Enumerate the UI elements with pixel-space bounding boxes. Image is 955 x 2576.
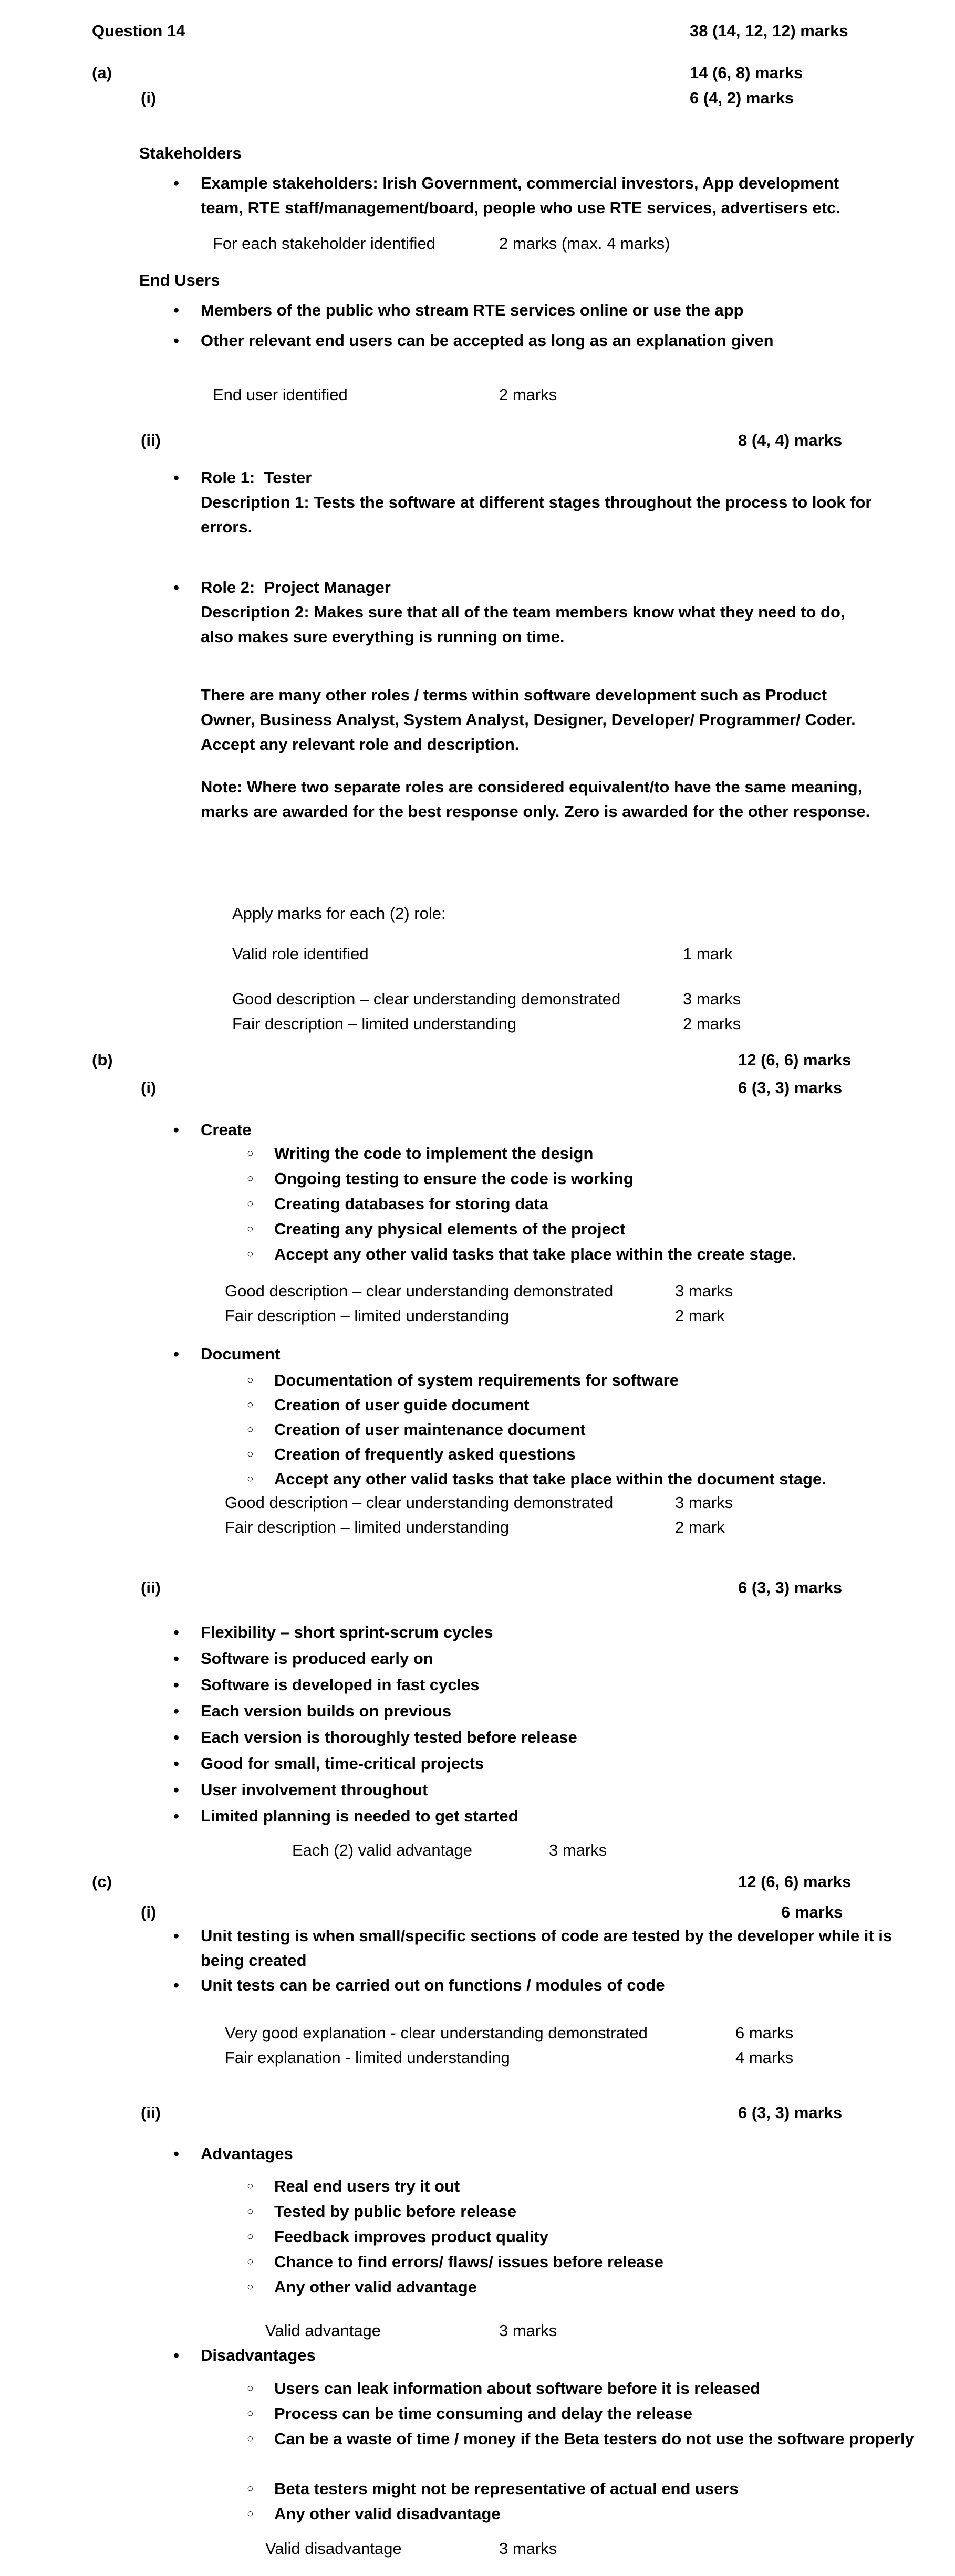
- bullet-icon: •: [173, 1976, 179, 1994]
- agile-advantage: Good for small, time-critical projects: [201, 1754, 484, 1773]
- rubric-label: Good description – clear understanding demonstrated: [225, 1282, 614, 1300]
- rubric-label: Fair description – limited understanding: [225, 1306, 510, 1325]
- bullet-icon: •: [173, 2144, 179, 2163]
- part-a-marks: 14 (6, 8) marks: [690, 64, 803, 82]
- rubric-label: Fair description – limited understanding: [232, 1014, 517, 1033]
- rubric-label: Valid role identified: [232, 945, 369, 963]
- agile-advantage: Software is developed in fast cycles: [201, 1676, 480, 1694]
- beta-disadvantage-item: Any other valid disadvantage: [274, 2505, 501, 2523]
- agile-advantage: Each version builds on previous: [201, 1702, 452, 1720]
- bullet-icon: •: [173, 1121, 179, 1139]
- part-a-i-label: (i): [141, 89, 157, 107]
- role2-description: Description 2: Makes sure that all of the team members know what they need to do, also makes sure everything is running on time.: [201, 603, 850, 646]
- bullet-icon: •: [173, 331, 179, 350]
- unit-testing-bullet: Unit testing is when small/specific sections of code are tested by the developer while it is being created: [201, 1926, 897, 1970]
- part-b-ii-label: (ii): [141, 1578, 161, 1597]
- circle-bullet-icon: ○: [247, 1223, 254, 1235]
- part-a-label: (a): [92, 64, 112, 82]
- beta-advantage-item: Feedback improves product quality: [274, 2227, 548, 2246]
- bullet-icon: •: [173, 1702, 179, 1720]
- question-title: Question 14: [92, 22, 185, 40]
- part-b-label: (b): [92, 1051, 113, 1069]
- apply-marks-note: Apply marks for each (2) role:: [232, 904, 446, 923]
- part-c-label: (c): [92, 1872, 112, 1891]
- rubric-marks: 4 marks: [735, 2048, 794, 2067]
- bullet-icon: •: [173, 174, 179, 192]
- bullet-icon: •: [173, 1926, 179, 1945]
- part-b-i-label: (i): [141, 1078, 157, 1097]
- circle-bullet-icon: ○: [247, 1399, 254, 1411]
- disadvantages-heading: Disadvantages: [201, 2346, 316, 2364]
- bullet-icon: •: [173, 1649, 179, 1668]
- part-c-ii-marks: 6 (3, 3) marks: [738, 2103, 843, 2122]
- rubric-label: For each stakeholder identified: [213, 234, 435, 253]
- rubric-marks: 3 marks: [499, 2321, 557, 2340]
- beta-advantage-item: Tested by public before release: [274, 2202, 517, 2221]
- part-b-ii-marks: 6 (3, 3) marks: [738, 1578, 843, 1597]
- part-c-ii-label: (ii): [141, 2103, 161, 2122]
- rubric-marks: 2 mark: [675, 1306, 725, 1325]
- part-b-marks: 12 (6, 6) marks: [738, 1051, 852, 1069]
- bullet-icon: •: [173, 1676, 179, 1694]
- rubric-marks: 6 marks: [735, 2024, 794, 2042]
- circle-bullet-icon: ○: [247, 2205, 254, 2217]
- circle-bullet-icon: ○: [247, 2281, 254, 2293]
- bullet-icon: •: [173, 301, 179, 319]
- part-b-i-marks: 6 (3, 3) marks: [738, 1078, 843, 1097]
- rubric-label: Good description – clear understanding demonstrated: [232, 990, 621, 1008]
- rubric-marks: 3 marks: [499, 2539, 557, 2558]
- rubric-marks: 3 marks: [683, 990, 741, 1008]
- circle-bullet-icon: ○: [247, 1147, 254, 1159]
- rubric-label: End user identified: [213, 385, 348, 404]
- beta-advantage-item: Chance to find errors/ flaws/ issues before release: [274, 2253, 663, 2271]
- rubric-marks: 1 mark: [683, 945, 733, 963]
- bullet-icon: •: [173, 1754, 179, 1773]
- role1-description: Description 1: Tests the software at different stages throughout the process to look for errors.: [201, 493, 877, 536]
- role1-title: Role 1: Tester: [201, 468, 312, 487]
- other-roles-note: There are many other roles / terms within software development such as Product Owner, Business Analyst, System Analyst, Designer, Developer/ Programmer/ Coder. Accept any relevant role and description.: [201, 686, 860, 753]
- rubric-marks: 2 marks: [683, 1014, 741, 1033]
- circle-bullet-icon: ○: [247, 2407, 254, 2420]
- rubric-label: Fair explanation - limited understanding: [225, 2048, 510, 2067]
- beta-disadvantage-item: Beta testers might not be representative of actual end users: [274, 2479, 739, 2498]
- beta-disadvantage-item: Process can be time consuming and delay the release: [274, 2404, 692, 2423]
- bullet-icon: •: [173, 1807, 179, 1825]
- agile-advantage: User involvement throughout: [201, 1781, 428, 1799]
- end-users-heading: End Users: [139, 271, 220, 289]
- agile-advantage: Flexibility – short sprint-scrum cycles: [201, 1623, 493, 1641]
- unit-testing-bullet: Unit tests can be carried out on functions / modules of code: [201, 1976, 665, 1994]
- rubric-marks: 2 mark: [675, 1518, 725, 1536]
- beta-advantage-item: Any other valid advantage: [274, 2278, 477, 2296]
- circle-bullet-icon: ○: [247, 1198, 254, 1210]
- agile-advantage: Each version is thoroughly tested before release: [201, 1728, 577, 1746]
- document-heading: Document: [201, 1345, 281, 1363]
- rubric-marks: 2 marks (max. 4 marks): [499, 234, 670, 253]
- create-item: Accept any other valid tasks that take place within the create stage.: [274, 1245, 797, 1263]
- part-a-ii-label: (ii): [141, 431, 161, 449]
- circle-bullet-icon: ○: [247, 1374, 254, 1386]
- circle-bullet-icon: ○: [247, 2433, 254, 2445]
- rubric-label: Each (2) valid advantage: [292, 1841, 472, 1859]
- document-item: Creation of user guide document: [274, 1396, 530, 1414]
- create-item: Ongoing testing to ensure the code is working: [274, 1169, 634, 1188]
- beta-advantage-item: Real end users try it out: [274, 2177, 460, 2195]
- rubric-label: Valid disadvantage: [265, 2539, 402, 2558]
- rubric-label: Good description – clear understanding demonstrated: [225, 1493, 614, 1512]
- circle-bullet-icon: ○: [247, 2483, 254, 2495]
- bullet-icon: •: [173, 2346, 179, 2364]
- circle-bullet-icon: ○: [247, 1248, 254, 1260]
- bullet-icon: •: [173, 578, 179, 596]
- rubric-label: Valid advantage: [265, 2321, 381, 2340]
- part-a-ii-marks: 8 (4, 4) marks: [738, 431, 843, 449]
- rubric-marks: 3 marks: [675, 1282, 733, 1300]
- circle-bullet-icon: ○: [247, 2508, 254, 2520]
- beta-disadvantage-item: Users can leak information about software before it is released: [274, 2379, 761, 2397]
- circle-bullet-icon: ○: [247, 1448, 254, 1460]
- circle-bullet-icon: ○: [247, 2180, 254, 2192]
- agile-advantage: Software is produced early on: [201, 1649, 433, 1668]
- part-c-marks: 12 (6, 6) marks: [738, 1872, 852, 1891]
- create-heading: Create: [201, 1121, 252, 1139]
- circle-bullet-icon: ○: [247, 1473, 254, 1485]
- advantages-heading: Advantages: [201, 2144, 293, 2163]
- part-a-i-marks: 6 (4, 2) marks: [690, 89, 794, 107]
- agile-advantage: Limited planning is needed to get started: [201, 1807, 518, 1825]
- rubric-label: Very good explanation - clear understanding demonstrated: [225, 2024, 648, 2042]
- question-total-marks: 38 (14, 12, 12) marks: [690, 22, 848, 40]
- circle-bullet-icon: ○: [247, 1423, 254, 1436]
- circle-bullet-icon: ○: [247, 1172, 254, 1185]
- bullet-icon: •: [173, 1728, 179, 1746]
- end-users-bullet-text: Members of the public who stream RTE services online or use the app: [201, 301, 744, 319]
- document-item: Documentation of system requirements for software: [274, 1371, 679, 1389]
- circle-bullet-icon: ○: [247, 2231, 254, 2243]
- circle-bullet-icon: ○: [247, 2382, 254, 2394]
- create-item: Creating any physical elements of the project: [274, 1220, 626, 1238]
- end-users-bullet-text: Other relevant end users can be accepted as long as an explanation given: [201, 331, 774, 350]
- rubric-marks: 2 marks: [499, 385, 557, 404]
- document-item: Creation of user maintenance document: [274, 1420, 586, 1439]
- create-item: Creating databases for storing data: [274, 1195, 548, 1213]
- circle-bullet-icon: ○: [247, 2256, 254, 2268]
- bullet-icon: •: [173, 1623, 179, 1641]
- document-item: Creation of frequently asked questions: [274, 1445, 576, 1463]
- rubric-marks: 3 marks: [549, 1841, 607, 1859]
- equivalence-note: Note: Where two separate roles are considered equivalent/to have the same meaning, marks are awarded for the best response only. Zero is awarded for the other response.: [201, 778, 870, 821]
- document-item: Accept any other valid tasks that take place within the document stage.: [274, 1470, 826, 1488]
- part-c-i-label: (i): [141, 1903, 157, 1921]
- rubric-marks: 3 marks: [675, 1493, 733, 1512]
- role2-title: Role 2: Project Manager: [201, 578, 391, 596]
- bullet-icon: •: [173, 1345, 179, 1363]
- bullet-icon: •: [173, 1781, 179, 1799]
- rubric-label: Fair description – limited understanding: [225, 1518, 510, 1536]
- beta-disadvantage-item: Can be a waste of time / money if the Beta testers do not use the software properly: [274, 2430, 914, 2448]
- create-item: Writing the code to implement the design: [274, 1144, 594, 1163]
- bullet-icon: •: [173, 468, 179, 487]
- part-c-i-marks: 6 marks: [781, 1903, 843, 1921]
- stakeholders-heading: Stakeholders: [139, 144, 242, 162]
- stakeholders-bullet-text: Example stakeholders: Irish Government, commercial investors, App development team, RTE staff/management/board, people who use RTE services, advertisers etc.: [201, 174, 844, 217]
